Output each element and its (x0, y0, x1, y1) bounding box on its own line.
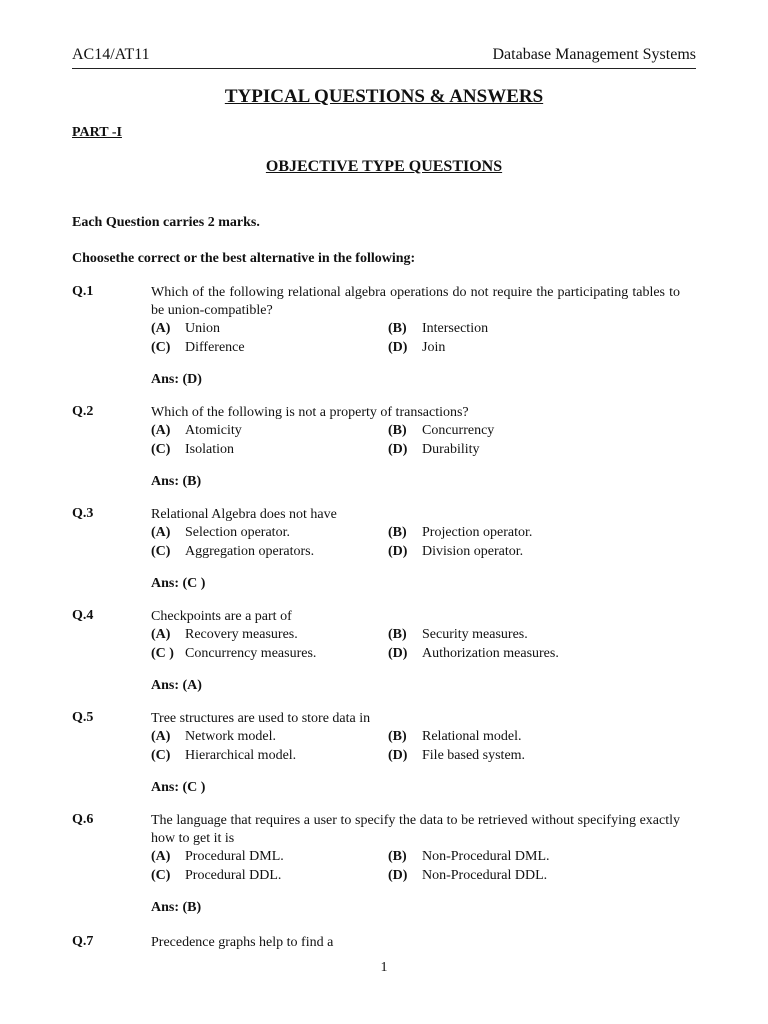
question-number: Q.2 (72, 404, 94, 419)
options (151, 626, 680, 663)
answer: Ans: (B) (151, 474, 202, 489)
question-block (72, 812, 680, 916)
option-c: (C) Aggregation operators. (151, 543, 315, 559)
option-c: (C) Isolation (151, 441, 234, 457)
option-d: (D) Authorization measures. (388, 645, 559, 661)
option-d: (D) Non-Procedural DDL. (388, 867, 548, 883)
choose-instruction: Choosethe correct or the best alternative in the following: (72, 251, 416, 266)
options (151, 728, 680, 765)
answer: Ans: (C ) (151, 780, 206, 795)
option-a: (A) Union (151, 321, 220, 336)
page-number: 1 (380, 960, 388, 975)
answer: Ans: (C ) (151, 576, 206, 591)
question-number: Q.7 (72, 934, 94, 949)
question-number: Q.4 (72, 608, 94, 623)
question-block (72, 710, 680, 796)
question-text: Relational Algebra does not have (151, 507, 337, 522)
options (151, 524, 680, 561)
option-c: (C) Difference (151, 339, 245, 355)
option-a: (A) Procedural DML. (151, 849, 284, 864)
page-header (72, 46, 696, 69)
options (151, 422, 680, 459)
option-b: (B) Non-Procedural DML. (388, 849, 550, 864)
question-number: Q.1 (72, 284, 94, 299)
answer: Ans: (D) (151, 372, 202, 387)
question-block (72, 284, 680, 388)
answer: Ans: (B) (151, 900, 202, 915)
question-number: Q.6 (72, 812, 94, 827)
question-number: Q.5 (72, 710, 94, 725)
question-block (72, 404, 680, 490)
option-b: (B) Projection operator. (388, 525, 533, 540)
question-block (72, 934, 680, 952)
answer: Ans: (A) (151, 678, 202, 693)
option-c: (C ) Concurrency measures. (151, 645, 317, 661)
question-text: Checkpoints are a part of (151, 609, 292, 624)
option-c: (C) Hierarchical model. (151, 747, 297, 763)
option-d: (D) Join (388, 339, 446, 355)
option-b: (B) Relational model. (388, 729, 522, 744)
question-text: Tree structures are used to store data in (151, 711, 371, 726)
course-code: AC14/AT11 (72, 46, 150, 63)
question-text: Precedence graphs help to find a (151, 935, 334, 950)
part-heading: PART -I (72, 125, 122, 140)
question-text: The language that requires a user to specify the data to be retrieved without specifying exactly how to get it is (151, 813, 680, 846)
section-subtitle: OBJECTIVE TYPE QUESTIONS (265, 158, 503, 175)
question-text: Which of the following relational algebra operations do not require the participating tables to be union-compatible? (151, 285, 680, 318)
option-a: (A) Selection operator. (151, 525, 290, 540)
option-b: (B) Security measures. (388, 627, 528, 642)
option-c: (C) Procedural DDL. (151, 867, 282, 883)
document-title: TYPICAL QUESTIONS & ANSWERS (224, 86, 544, 107)
option-d: (D) Division operator. (388, 543, 524, 559)
marks-instruction: Each Question carries 2 marks. (72, 215, 260, 230)
question-number: Q.3 (72, 506, 94, 521)
option-a: (A) Recovery measures. (151, 627, 298, 642)
option-a: (A) Network model. (151, 729, 276, 744)
option-d: (D) File based system. (388, 747, 526, 763)
question-block (72, 506, 680, 592)
question-block (72, 608, 680, 694)
options (151, 320, 680, 357)
options (151, 848, 680, 885)
course-title: Database Management Systems (492, 46, 696, 63)
option-b: (B) Intersection (388, 321, 489, 336)
question-text: Which of the following is not a property of transactions? (151, 405, 469, 420)
option-b: (B) Concurrency (388, 423, 495, 438)
option-a: (A) Atomicity (151, 423, 242, 438)
option-d: (D) Durability (388, 441, 480, 457)
